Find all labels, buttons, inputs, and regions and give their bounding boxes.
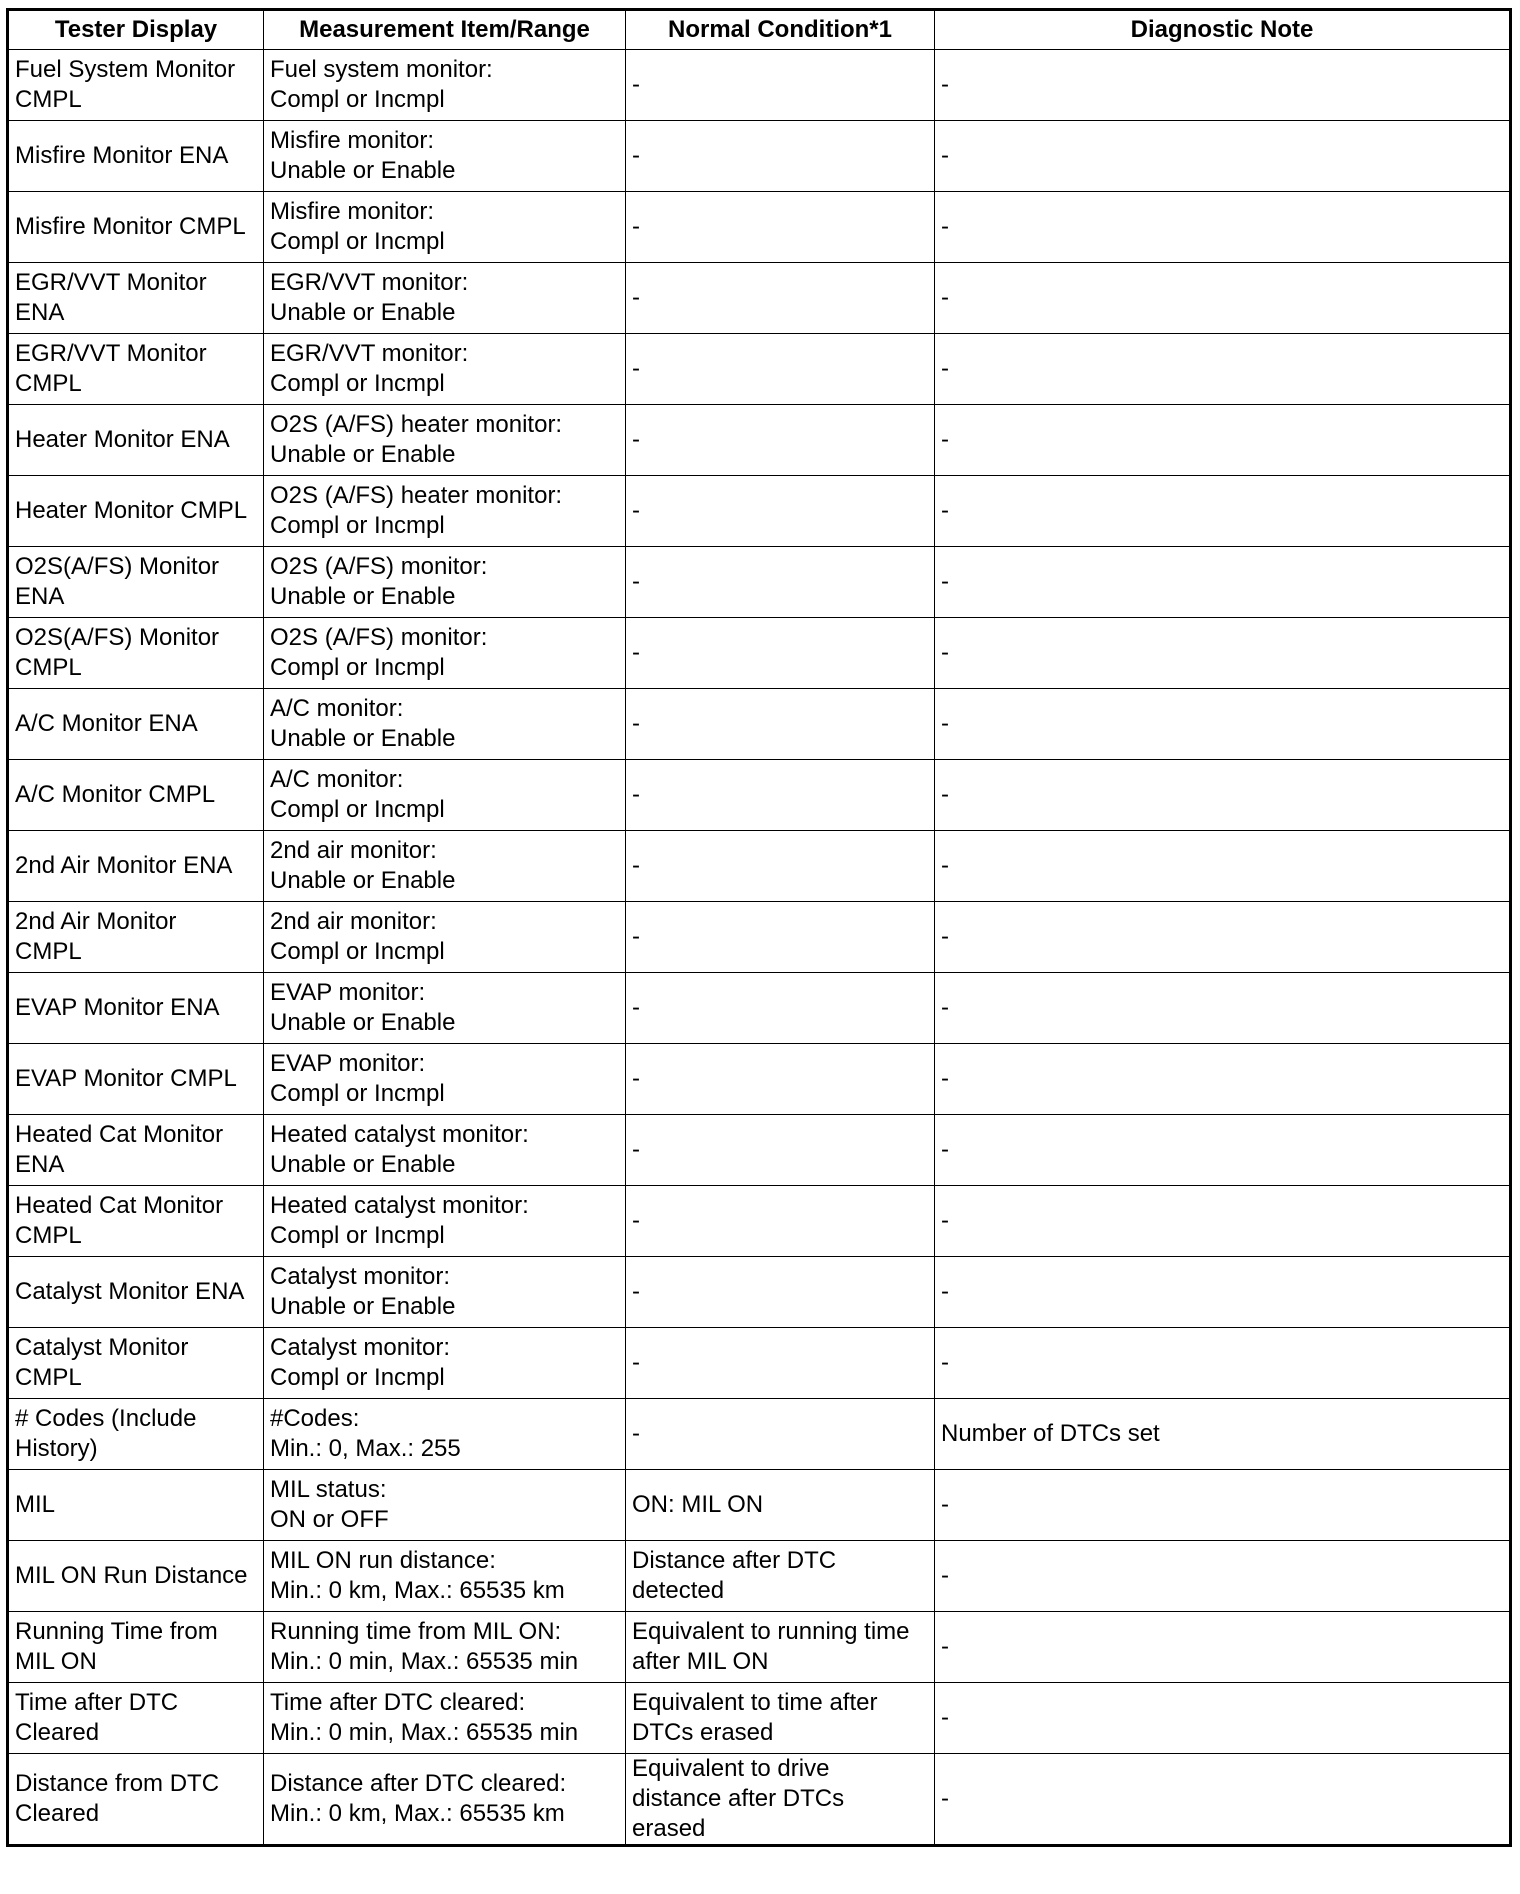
cell-text-line: - [632, 852, 640, 879]
cell-text-line: Compl or Incmpl [270, 654, 445, 681]
cell-text-line: Compl or Incmpl [270, 370, 445, 397]
tester-display-cell [8, 405, 264, 476]
table-row [8, 1115, 1511, 1186]
cell-text-line: - [632, 284, 640, 311]
cell-text-line: Unable or Enable [270, 1151, 456, 1178]
normal-condition-cell [626, 1044, 935, 1115]
diagnostic-note-cell [935, 1612, 1511, 1683]
cell-text-line: Cleared [15, 1800, 100, 1827]
table-row [8, 1754, 1511, 1846]
cell-text-line: Min.: 0 km, Max.: 65535 km [270, 1577, 565, 1604]
cell-text-line: Distance from DTC [15, 1770, 220, 1797]
cell-text-line: - [941, 1704, 949, 1731]
table-row [8, 263, 1511, 334]
header-tester-display: Tester Display [8, 10, 264, 50]
cell-text-line: - [941, 1349, 949, 1376]
measurement-cell [264, 973, 626, 1044]
normal-condition-cell [626, 1257, 935, 1328]
cell-text-line: O2S (A/FS) monitor: [270, 624, 488, 651]
tester-display-cell [8, 1541, 264, 1612]
cell-text-line: detected [632, 1577, 725, 1604]
normal-condition-cell [626, 405, 935, 476]
diagnostic-note-cell [935, 1115, 1511, 1186]
cell-text-line: - [941, 1562, 949, 1589]
cell-text-line: EGR/VVT Monitor [15, 269, 207, 296]
cell-text-line: O2S (A/FS) monitor: [270, 553, 488, 580]
cell-text-line: DTCs erased [632, 1719, 774, 1746]
diagnostic-note-cell [935, 973, 1511, 1044]
cell-text-line: - [941, 355, 949, 382]
cell-text-line: - [632, 568, 640, 595]
tester-display-cell [8, 831, 264, 902]
diagnostic-note-cell [935, 476, 1511, 547]
cell-text-line: - [632, 213, 640, 240]
diagnostic-note-cell [935, 1044, 1511, 1115]
cell-text-line: Running time from MIL ON: [270, 1618, 562, 1645]
cell-text-line: - [941, 994, 949, 1021]
cell-text-line: ENA [15, 583, 65, 610]
cell-text-line: - [941, 1633, 949, 1660]
cell-text-line: - [632, 1349, 640, 1376]
cell-text-line: MIL [15, 1491, 56, 1518]
diagnostic-note-cell [935, 1186, 1511, 1257]
cell-text-line: - [632, 1278, 640, 1305]
cell-text-line: CMPL [15, 1364, 82, 1391]
cell-text-line: EVAP monitor: [270, 979, 426, 1006]
cell-text-line: - [941, 710, 949, 737]
cell-text-line: ENA [15, 1151, 65, 1178]
table-row [8, 1683, 1511, 1754]
table-row [8, 1328, 1511, 1399]
cell-text-line: Unable or Enable [270, 441, 456, 468]
cell-text-line: after MIL ON [632, 1648, 769, 1675]
cell-text-line: - [632, 994, 640, 1021]
cell-text-line: - [941, 1491, 949, 1518]
cell-text-line: A/C Monitor CMPL [15, 781, 216, 808]
cell-text-line: ENA [15, 299, 65, 326]
cell-text-line: - [941, 497, 949, 524]
cell-text-line: - [632, 1136, 640, 1163]
cell-text-line: - [941, 568, 949, 595]
cell-text-line: - [941, 213, 949, 240]
table-row [8, 902, 1511, 973]
cell-text-line: Unable or Enable [270, 1009, 456, 1036]
cell-text-line: - [941, 71, 949, 98]
normal-condition-cell [626, 1683, 935, 1754]
measurement-cell [264, 1612, 626, 1683]
cell-text-line: - [941, 426, 949, 453]
measurement-cell [264, 760, 626, 831]
cell-text-line: - [941, 284, 949, 311]
table-body [8, 50, 1511, 1846]
cell-text-line: - [632, 1207, 640, 1234]
cell-text-line: distance after DTCs [632, 1785, 845, 1812]
table-row [8, 1044, 1511, 1115]
cell-text-line: CMPL [15, 86, 82, 113]
diagnostic-note-cell [935, 1328, 1511, 1399]
cell-text-line: - [632, 923, 640, 950]
cell-text-line: - [632, 497, 640, 524]
tester-display-cell [8, 1683, 264, 1754]
table-row [8, 1612, 1511, 1683]
table-row [8, 476, 1511, 547]
cell-text-line: Catalyst monitor: [270, 1334, 451, 1361]
measurement-cell [264, 121, 626, 192]
cell-text-line: EVAP Monitor ENA [15, 994, 220, 1021]
cell-text-line: erased [632, 1815, 706, 1842]
header-diagnostic-note: Diagnostic Note [935, 10, 1511, 50]
cell-text-line: Misfire Monitor ENA [15, 142, 229, 169]
tester-display-cell [8, 902, 264, 973]
header-normal-condition: Normal Condition*1 [626, 10, 935, 50]
normal-condition-cell [626, 1328, 935, 1399]
cell-text-line: O2S(A/FS) Monitor [15, 553, 220, 580]
tester-display-cell [8, 1399, 264, 1470]
cell-text-line: #Codes: [270, 1405, 360, 1432]
cell-text-line: Time after DTC cleared: [270, 1689, 526, 1716]
diagnostic-note-cell [935, 547, 1511, 618]
tester-display-cell [8, 973, 264, 1044]
normal-condition-cell [626, 902, 935, 973]
cell-text-line: CMPL [15, 938, 82, 965]
cell-text-line: EGR/VVT monitor: [270, 269, 469, 296]
cell-text-line: EGR/VVT monitor: [270, 340, 469, 367]
diagnostic-note-cell [935, 1754, 1511, 1846]
cell-text-line: Distance after DTC cleared: [270, 1770, 567, 1797]
tester-display-cell [8, 1328, 264, 1399]
cell-text-line: - [632, 71, 640, 98]
cell-text-line: Min.: 0, Max.: 255 [270, 1435, 461, 1462]
table-row [8, 1399, 1511, 1470]
tester-display-cell [8, 547, 264, 618]
tester-display-cell [8, 263, 264, 334]
cell-text-line: Compl or Incmpl [270, 938, 445, 965]
cell-text-line: A/C monitor: [270, 695, 404, 722]
cell-text-line: Time after DTC [15, 1689, 179, 1716]
diagnostic-note-cell [935, 1541, 1511, 1612]
normal-condition-cell [626, 1470, 935, 1541]
measurement-cell [264, 547, 626, 618]
table-row [8, 192, 1511, 263]
cell-text-line: Min.: 0 min, Max.: 65535 min [270, 1648, 579, 1675]
tester-display-cell [8, 192, 264, 263]
tester-display-cell [8, 760, 264, 831]
cell-text-line: Compl or Incmpl [270, 86, 445, 113]
measurement-cell [264, 689, 626, 760]
cell-text-line: Heated catalyst monitor: [270, 1121, 529, 1148]
tester-display-cell [8, 1257, 264, 1328]
cell-text-line: MIL ON Run Distance [15, 1562, 248, 1589]
cell-text-line: Heater Monitor ENA [15, 426, 230, 453]
cell-text-line: 2nd air monitor: [270, 837, 437, 864]
diagnostic-note-cell [935, 192, 1511, 263]
cell-text-line: Heated catalyst monitor: [270, 1192, 529, 1219]
tester-display-cell [8, 689, 264, 760]
measurement-cell [264, 405, 626, 476]
normal-condition-cell [626, 50, 935, 121]
cell-text-line: ON or OFF [270, 1506, 389, 1533]
tester-display-cell [8, 618, 264, 689]
data-list-table [6, 8, 1512, 1847]
cell-text-line: Catalyst monitor: [270, 1263, 451, 1290]
cell-text-line: - [941, 142, 949, 169]
cell-text-line: Compl or Incmpl [270, 228, 445, 255]
cell-text-line: - [632, 142, 640, 169]
measurement-cell [264, 618, 626, 689]
table-row [8, 760, 1511, 831]
cell-text-line: 2nd Air Monitor [15, 908, 177, 935]
cell-text-line: Compl or Incmpl [270, 796, 445, 823]
normal-condition-cell [626, 547, 935, 618]
cell-text-line: Equivalent to running time [632, 1618, 910, 1645]
table-row [8, 973, 1511, 1044]
table-row [8, 689, 1511, 760]
cell-text-line: Unable or Enable [270, 583, 456, 610]
cell-text-line: Compl or Incmpl [270, 1364, 445, 1391]
cell-text-line: Compl or Incmpl [270, 1222, 445, 1249]
cell-text-line: O2S (A/FS) heater monitor: [270, 411, 563, 438]
tester-display-cell [8, 1470, 264, 1541]
cell-text-line: - [632, 1420, 640, 1447]
normal-condition-cell [626, 1754, 935, 1846]
measurement-cell [264, 831, 626, 902]
cell-text-line: Min.: 0 min, Max.: 65535 min [270, 1719, 579, 1746]
measurement-cell [264, 1044, 626, 1115]
table-row [8, 547, 1511, 618]
measurement-cell [264, 1470, 626, 1541]
tester-display-cell [8, 1044, 264, 1115]
cell-text-line: A/C monitor: [270, 766, 404, 793]
cell-text-line: - [941, 1136, 949, 1163]
cell-text-line: EVAP Monitor CMPL [15, 1065, 237, 1092]
normal-condition-cell [626, 618, 935, 689]
cell-text-line: Heated Cat Monitor [15, 1121, 224, 1148]
cell-text-line: EGR/VVT Monitor [15, 340, 207, 367]
cell-text-line: Fuel system monitor: [270, 56, 493, 83]
cell-text-line: - [941, 1065, 949, 1092]
normal-condition-cell [626, 1399, 935, 1470]
cell-text-line: ON: MIL ON [632, 1491, 764, 1518]
diagnostic-note-cell [935, 902, 1511, 973]
cell-text-line: Running Time from [15, 1618, 218, 1645]
measurement-cell [264, 1257, 626, 1328]
measurement-cell [264, 192, 626, 263]
measurement-cell [264, 1328, 626, 1399]
measurement-cell [264, 1754, 626, 1846]
cell-text-line: Misfire Monitor CMPL [15, 213, 246, 240]
cell-text-line: Catalyst Monitor ENA [15, 1278, 245, 1305]
normal-condition-cell [626, 263, 935, 334]
cell-text-line: - [941, 852, 949, 879]
normal-condition-cell [626, 1186, 935, 1257]
table-row [8, 405, 1511, 476]
normal-condition-cell [626, 973, 935, 1044]
cell-text-line: O2S(A/FS) Monitor [15, 624, 220, 651]
cell-text-line: - [632, 710, 640, 737]
measurement-cell [264, 263, 626, 334]
cell-text-line: Unable or Enable [270, 299, 456, 326]
cell-text-line: Min.: 0 km, Max.: 65535 km [270, 1800, 565, 1827]
cell-text-line: A/C Monitor ENA [15, 710, 198, 737]
cell-text-line: Fuel System Monitor [15, 56, 236, 83]
cell-text-line: Heater Monitor CMPL [15, 497, 248, 524]
tester-display-cell [8, 476, 264, 547]
header-measurement-item-range: Measurement Item/Range [264, 10, 626, 50]
diagnostic-note-cell [935, 1470, 1511, 1541]
diagnostic-note-cell [935, 263, 1511, 334]
normal-condition-cell [626, 476, 935, 547]
cell-text-line: - [632, 426, 640, 453]
normal-condition-cell [626, 1541, 935, 1612]
cell-text-line: - [941, 1785, 949, 1812]
table-row [8, 121, 1511, 192]
cell-text-line: 2nd air monitor: [270, 908, 437, 935]
cell-text-line: - [632, 781, 640, 808]
normal-condition-cell [626, 831, 935, 902]
diagnostic-note-cell [935, 1257, 1511, 1328]
cell-text-line: Compl or Incmpl [270, 512, 445, 539]
normal-condition-cell [626, 334, 935, 405]
normal-condition-cell [626, 760, 935, 831]
cell-text-line: - [941, 1207, 949, 1234]
cell-text-line: - [632, 355, 640, 382]
cell-text-line: CMPL [15, 370, 82, 397]
diagnostic-note-cell [935, 50, 1511, 121]
table-row [8, 1186, 1511, 1257]
table-row [8, 831, 1511, 902]
cell-text-line: CMPL [15, 1222, 82, 1249]
measurement-cell [264, 50, 626, 121]
cell-text-line: O2S (A/FS) heater monitor: [270, 482, 563, 509]
diagnostic-note-cell [935, 1683, 1511, 1754]
normal-condition-cell [626, 192, 935, 263]
normal-condition-cell [626, 121, 935, 192]
diagnostic-note-cell [935, 831, 1511, 902]
diagnostic-note-cell [935, 334, 1511, 405]
cell-text-line: - [941, 639, 949, 666]
cell-text-line: 2nd Air Monitor ENA [15, 852, 233, 879]
cell-text-line: History) [15, 1435, 98, 1462]
tester-display-cell [8, 1612, 264, 1683]
table-row [8, 1257, 1511, 1328]
cell-text-line: Misfire monitor: [270, 127, 435, 154]
cell-text-line: Equivalent to drive [632, 1755, 830, 1782]
normal-condition-cell [626, 1115, 935, 1186]
tester-display-cell [8, 1186, 264, 1257]
cell-text-line: - [941, 781, 949, 808]
cell-text-line: Misfire monitor: [270, 198, 435, 225]
diagnostic-note-cell [935, 618, 1511, 689]
tester-display-cell [8, 1115, 264, 1186]
cell-text-line: Distance after DTC [632, 1547, 837, 1574]
measurement-cell [264, 1115, 626, 1186]
cell-text-line: MIL ON run distance: [270, 1547, 496, 1574]
tester-display-cell [8, 121, 264, 192]
cell-text-line: Equivalent to time after [632, 1689, 878, 1716]
table-row [8, 618, 1511, 689]
cell-text-line: MIL status: [270, 1476, 387, 1503]
measurement-cell [264, 1683, 626, 1754]
diagnostic-note-cell [935, 760, 1511, 831]
tester-display-cell [8, 1754, 264, 1846]
measurement-cell [264, 334, 626, 405]
tester-display-cell [8, 50, 264, 121]
cell-text-line: Compl or Incmpl [270, 1080, 445, 1107]
table-row [8, 50, 1511, 121]
measurement-cell [264, 1399, 626, 1470]
table-row [8, 1541, 1511, 1612]
cell-text-line: Cleared [15, 1719, 100, 1746]
diagnostic-note-cell [935, 689, 1511, 760]
tester-display-cell [8, 334, 264, 405]
table-row [8, 1470, 1511, 1541]
normal-condition-cell [626, 689, 935, 760]
cell-text-line: Heated Cat Monitor [15, 1192, 224, 1219]
diagnostic-note-cell [935, 405, 1511, 476]
cell-text-line: EVAP monitor: [270, 1050, 426, 1077]
cell-text-line: - [632, 639, 640, 666]
measurement-cell [264, 1541, 626, 1612]
cell-text-line: # Codes (Include [15, 1405, 197, 1432]
diagnostic-note-cell [935, 121, 1511, 192]
normal-condition-cell [626, 1612, 935, 1683]
measurement-cell [264, 476, 626, 547]
measurement-cell [264, 902, 626, 973]
diagnostic-note-cell [935, 1399, 1511, 1470]
cell-text-line: - [632, 1065, 640, 1092]
cell-text-line: Unable or Enable [270, 157, 456, 184]
measurement-cell [264, 1186, 626, 1257]
cell-text-line: Unable or Enable [270, 867, 456, 894]
cell-text-line: - [941, 923, 949, 950]
cell-text-line: Unable or Enable [270, 725, 456, 752]
cell-text-line: - [941, 1278, 949, 1305]
table-row [8, 334, 1511, 405]
cell-text-line: MIL ON [15, 1648, 97, 1675]
cell-text-line: Unable or Enable [270, 1293, 456, 1320]
header-row [8, 10, 1511, 50]
cell-text-line: CMPL [15, 654, 82, 681]
cell-text-line: Number of DTCs set [941, 1420, 1160, 1447]
cell-text-line: Catalyst Monitor [15, 1334, 189, 1361]
